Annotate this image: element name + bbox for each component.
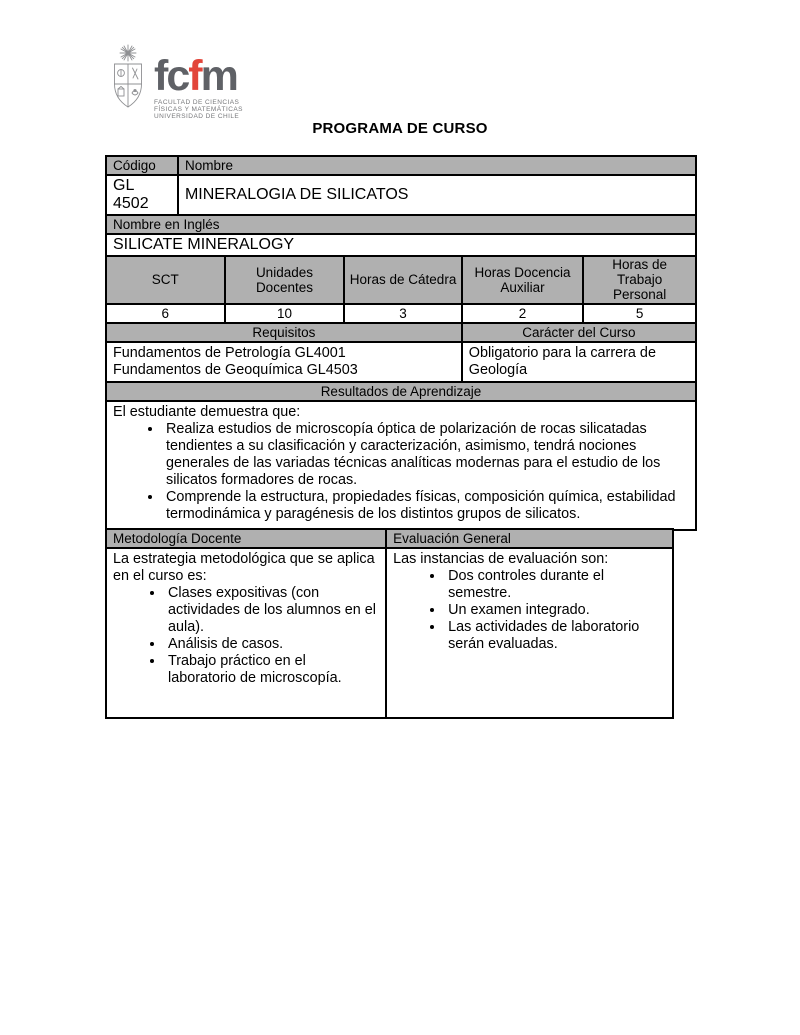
nombre-label: Nombre — [178, 156, 696, 175]
caracter-label: Carácter del Curso — [462, 323, 696, 342]
hours-value-horas-catedra: 3 — [344, 304, 461, 323]
resultados-content — [106, 401, 696, 530]
fcfm-logo — [108, 42, 243, 120]
resultados-bullet-1: • Realiza estudios de microscopía óptica de polarización de rocas silicatadas tendientes a su clasificación y caracterización, asimismo, tendrá nociones generales de las variadas técnicas analíticas modernas para el estudio de los silicatos formadores de rocas. — [163, 421, 687, 489]
nombre-value: MINERALOGIA DE SILICATOS — [178, 175, 696, 215]
metodologia-intro: La estrategia metodológica que se aplica en el curso es: — [113, 551, 375, 584]
resultados-section — [105, 381, 697, 531]
hours-header-horas-catedra: Horas de Cátedra — [344, 256, 461, 304]
codigo-value: GL 4502 — [106, 175, 178, 215]
faculty-caption — [154, 100, 243, 120]
metodologia-bullet-3: • Trabajo práctico en el laboratorio de microscopía. — [165, 653, 377, 687]
metodologia-content — [106, 548, 386, 718]
hours-value-docencia-auxiliar: 2 — [462, 304, 584, 323]
metodologia-bullet-2: • Análisis de casos. — [165, 636, 377, 653]
university-crest-icon — [108, 44, 148, 110]
resultados-label: Resultados de Aprendizaje — [106, 382, 696, 401]
hours-header-docencia-auxiliar: Horas Docencia Auxiliar — [462, 256, 584, 304]
nombre-ingles-label: Nombre en Inglés — [106, 215, 696, 234]
evaluacion-bullet-2: • Un examen integrado. — [445, 602, 664, 619]
fcfm-wordmark — [154, 52, 243, 100]
requisitos-value — [106, 342, 462, 382]
wordmark-gray-1: fc — [154, 52, 189, 100]
evaluacion-bullet-1: • Dos controles durante el semestre. — [445, 568, 664, 602]
wordmark-red-f: f — [188, 52, 201, 100]
hours-value-sct: 6 — [106, 304, 225, 323]
resultados-intro: El estudiante demuestra que: — [113, 403, 301, 420]
wordmark-gray-2: m — [200, 52, 237, 100]
resultados-bullet-list — [113, 421, 687, 523]
resultados-bullet-2: • Comprende la estructura, propiedades físicas, composición química, estabilidad termodinámica y paragénesis de los distintos grupos de silicatos. — [163, 489, 687, 523]
hours-header-trabajo-personal: Horas de Trabajo Personal — [583, 256, 696, 304]
caption-line-3: UNIVERSIDAD DE CHILE — [154, 112, 240, 120]
method-eval-table — [105, 528, 674, 719]
course-info-table — [105, 155, 697, 531]
hours-header-sct: SCT — [106, 256, 225, 304]
requisitos-section — [105, 322, 697, 383]
requisito-line-1: Fundamentos de Petrología GL4001 — [113, 344, 346, 361]
hours-value-trabajo-personal: 5 — [583, 304, 696, 323]
requisitos-label: Requisitos — [106, 323, 462, 342]
metodologia-label: Metodología Docente — [106, 529, 386, 548]
caracter-value: Obligatorio para la carrera de Geología — [462, 342, 696, 382]
evaluacion-content — [386, 548, 673, 718]
caption-line-1: FACULTAD DE CIENCIAS — [154, 99, 240, 106]
evaluacion-bullet-3: • Las actividades de laboratorio serán evaluadas. — [445, 619, 664, 653]
hours-header-unidades-docentes: Unidades Docentes — [225, 256, 345, 304]
evaluacion-intro: Las instancias de evaluación son: — [393, 551, 609, 567]
nombre-ingles-value: SILICATE MINERALOGY — [106, 234, 696, 256]
page-title: PROGRAMA DE CURSO — [312, 120, 488, 137]
metodologia-bullet-1: • Clases expositivas (con actividades de los alumnos en el aula). — [165, 585, 377, 636]
codigo-label: Código — [106, 156, 178, 175]
metodologia-bullet-list — [113, 585, 377, 687]
code-name-section — [105, 155, 697, 257]
evaluacion-label: Evaluación General — [386, 529, 673, 548]
requisito-line-2: Fundamentos de Geoquímica GL4503 — [113, 361, 358, 378]
hours-value-unidades-docentes: 10 — [225, 304, 345, 323]
caption-line-2: FÍSICAS Y MATEMÁTICAS — [154, 105, 243, 113]
evaluacion-bullet-list — [393, 568, 664, 653]
hours-section — [105, 255, 697, 324]
